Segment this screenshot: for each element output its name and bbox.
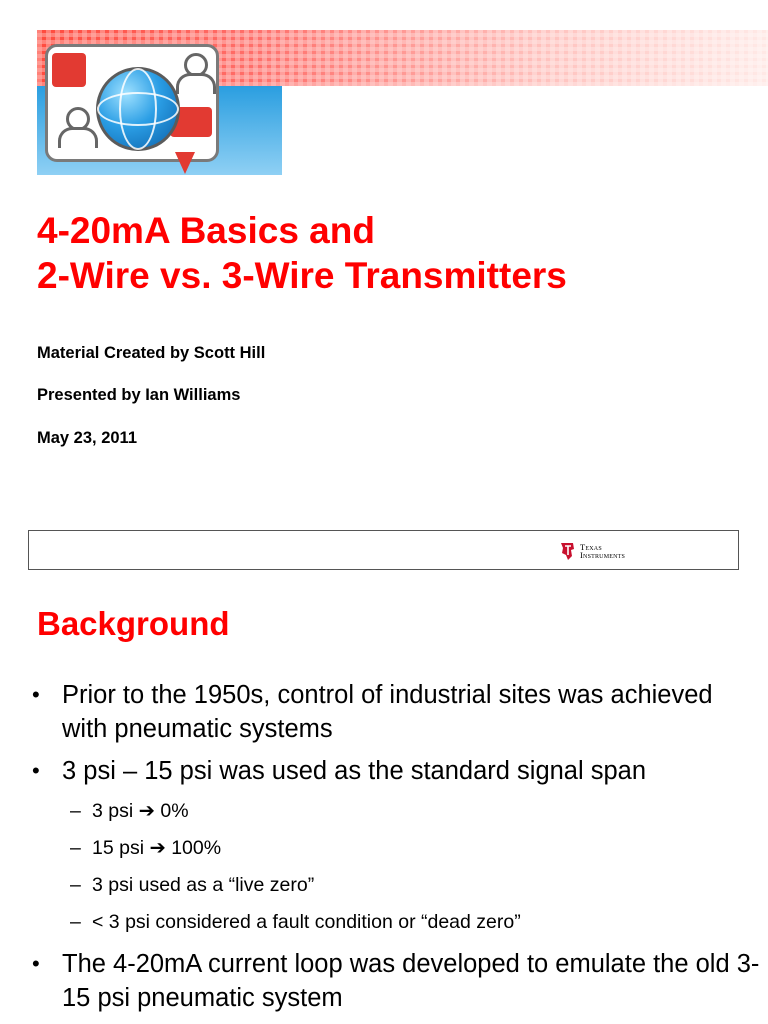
slide-title — [37, 208, 757, 298]
ti-wordmark: Texas Instruments — [580, 541, 626, 560]
person-icon — [58, 107, 92, 147]
presented-by: Presented by Ian Williams — [37, 386, 241, 404]
title-line-2: 2-Wire vs. 3-Wire Transmitters — [37, 255, 567, 296]
sub-bullet-item: – < 3 psi considered a fault condition or “dead zero” — [70, 911, 521, 933]
bullet-item: • Prior to the 1950s, control of industrial sites was achieved with pneumatic systems — [32, 681, 713, 743]
banner-white-notch — [282, 86, 768, 175]
ti-logo — [559, 541, 625, 561]
network-illustration — [45, 44, 219, 162]
globe-icon — [96, 67, 180, 151]
sub-bullet-item: – 3 psi used as a “live zero” — [70, 874, 315, 896]
title-line-1: 4-20mA Basics and — [37, 210, 375, 251]
bullet-list — [30, 678, 765, 1023]
person-icon — [176, 53, 210, 93]
header-banner — [37, 30, 768, 175]
ti-logo-icon — [559, 541, 577, 561]
bullet-item: • 3 psi – 15 psi was used as the standard signal span — [32, 757, 647, 785]
sub-bullet-item: – 3 psi ➔ 0% — [70, 800, 189, 822]
sub-bullet-item: – 15 psi ➔ 100% — [70, 837, 222, 859]
location-pin-icon — [175, 152, 195, 174]
bullet-item: • The 4-20mA current loop was developed to emulate the old 3-15 psi pneumatic system — [32, 950, 760, 1012]
calendar-icon — [52, 53, 86, 87]
presentation-date: May 23, 2011 — [37, 429, 137, 447]
section-heading: Background — [37, 605, 230, 642]
created-by: Material Created by Scott Hill — [37, 344, 266, 362]
footer-box — [28, 530, 739, 570]
